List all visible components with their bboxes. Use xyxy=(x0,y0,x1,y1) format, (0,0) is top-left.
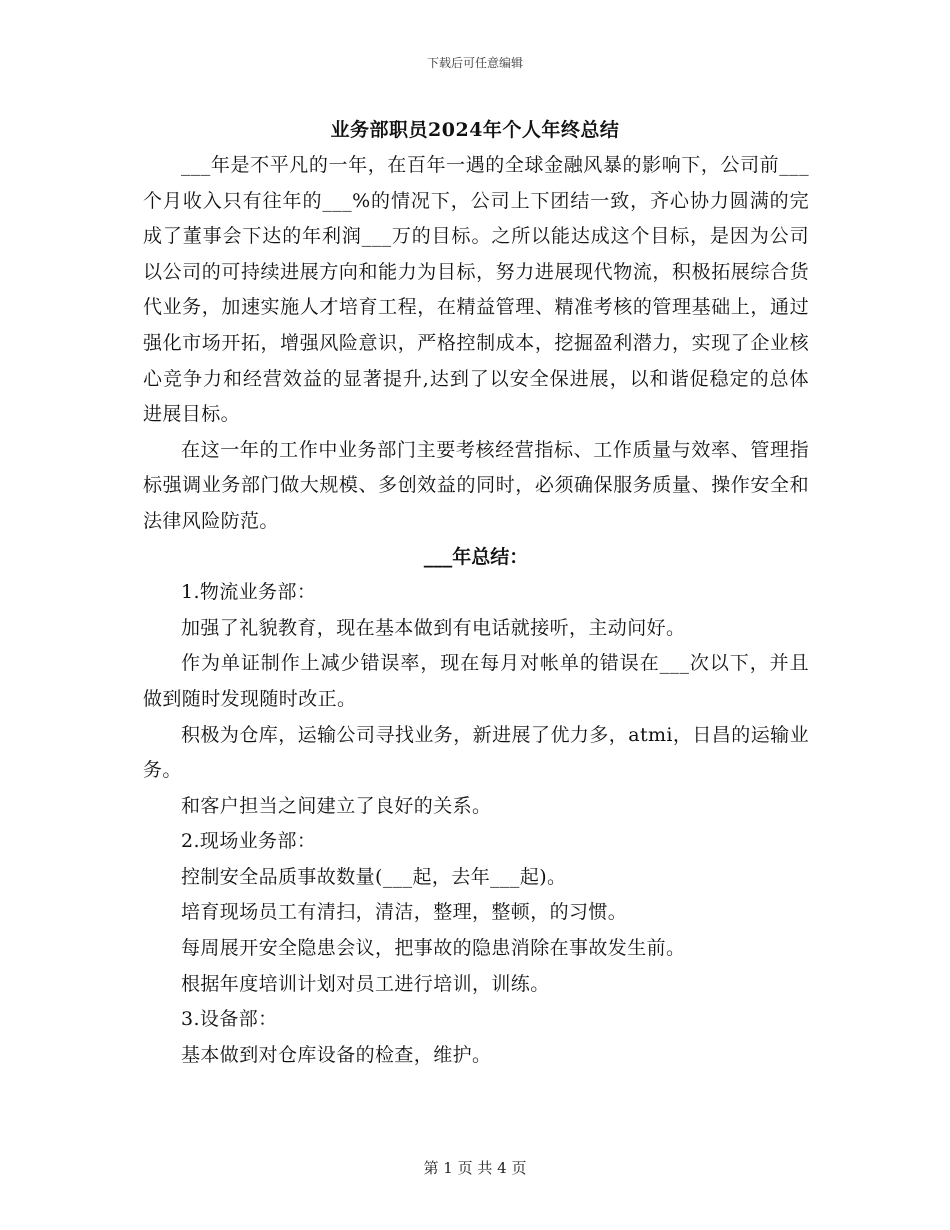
section-heading-onsite: 2.现场业务部： xyxy=(181,830,317,853)
intro-paragraph-2: 在这一年的工作中业务部门主要考核经营指标、工作质量与效率、管理指标强调业务部门做大规模、多创效益的同时，必须确保服务质量、操作安全和法律风险防范。 xyxy=(143,438,809,532)
onsite-item-4: 根据年度培训计划对员工进行培训，训练。 xyxy=(181,972,550,995)
intro-paragraph-1: ___年是不平凡的一年，在百年一遇的全球金融风暴的影响下，公司前___个月收入只有往年的___%的情况下，公司上下团结一致，齐心协力圆满的完成了董事会下达的年利润___万的目标。之所以能达成这个目标，是因为公司以公司的可持续进展方向和能力为目标，努力进展现代物流，积极拓展综合货代业务，加速实施人才培育工程，在精益管理、精准考核的管理基础上，通过强化市场开拓，增强风险意识，严格控制成本，挖掘盈利潜力，实现了企业核心竞争力和经营效益的显著提升,达到了以安全保进展，以和谐促稳定的总体进展目标。 xyxy=(143,154,809,426)
summary-heading: ___年总结： xyxy=(423,545,529,568)
header-note: 下载后可任意编辑 xyxy=(426,56,523,70)
logistics-item-1: 加强了礼貌教育，现在基本做到有电话就接听，主动问好。 xyxy=(181,616,686,639)
section-heading-equipment: 3.设备部： xyxy=(181,1008,278,1031)
onsite-item-1: 控制安全品质事故数量(___起，去年___起)。 xyxy=(181,865,567,888)
page-footer: 第 1 页 共 4 页 xyxy=(423,1159,527,1177)
logistics-item-3: 积极为仓库，运输公司寻找业务，新进展了优力多，atmi，日昌的运输业务。 xyxy=(143,723,809,782)
logistics-item-2: 作为单证制作上减少错误率，现在每月对帐单的错误在___次以下，并且做到随时发现随时改正。 xyxy=(143,652,809,710)
equipment-item-1: 基本做到对仓库设备的检查，维护。 xyxy=(181,1043,492,1066)
logistics-item-4: 和客户担当之间建立了良好的关系。 xyxy=(181,794,492,817)
onsite-item-3: 每周展开安全隐患会议，把事故的隐患消除在事故发生前。 xyxy=(181,937,686,960)
section-heading-logistics: 1.物流业务部： xyxy=(181,581,317,604)
onsite-item-2: 培育现场员工有清扫，清洁，整理，整顿，的习惯。 xyxy=(181,901,628,924)
document-title: 业务部职员2024年个人年终总结 xyxy=(330,119,620,141)
document-body xyxy=(143,148,809,1073)
